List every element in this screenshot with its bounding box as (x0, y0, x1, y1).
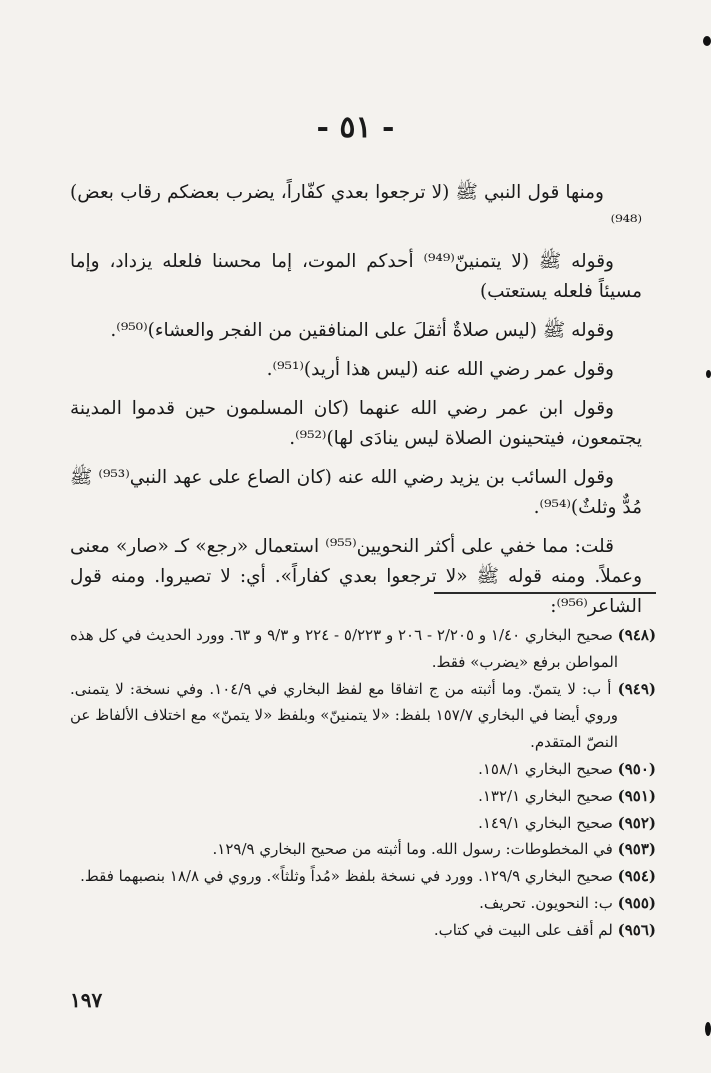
footnote-number: (٩٥١) (617, 786, 656, 805)
footnote-text: صحيح البخاري ١/٤٠ و ٢/٢٠٥ - ٢٠٦ و ٥/٢٢٣ - ٢٢٤ و ٩/٣ و ٦٣. وورد الحديث في كل هذه المواطن برفع «يضرب» فقط. (70, 626, 618, 671)
footnote-951 (70, 783, 656, 810)
footnote-text: صحيح البخاري ١٣٢/١. (478, 786, 613, 805)
footnote-text: لم أقف على البيت في كتاب. (433, 920, 613, 939)
page-section-marker: - ٥١ - (316, 110, 395, 145)
footnote-separator (434, 592, 656, 594)
scan-edge-mark-bottom (705, 1022, 711, 1036)
footnote-number: (٩٥٦) (617, 920, 656, 939)
footnote-956 (70, 917, 656, 944)
footnote-953 (70, 836, 656, 863)
footnote-number: (٩٥٤) (617, 867, 656, 886)
footnote-number: (٩٥٠) (617, 759, 656, 778)
footnote-number: (٩٤٩) (617, 679, 656, 698)
paragraph-5: وقول ابن عمر رضي الله عنهما (كان المسلمون حين قدموا المدينة يجتمعون، فيتحينون الصلاة ليس ينادَى لها)⁽⁹⁵²⁾. (70, 398, 642, 449)
footnote-948 (70, 622, 656, 676)
footnote-text: ب: النحويون. تحريف. (479, 893, 613, 912)
paragraph-1: ومنها قول النبي ﷺ (لا ترجعوا بعدي كفّاراً، يضرب بعضكم رقاب بعض)⁽⁹⁴⁸⁾ (70, 182, 642, 233)
footnote-text: صحيح البخاري ١٢٩/٩. وورد في نسخة بلفظ «مُداً وثلثاً». وروي في ١٨/٨ بنصبهما فقط. (80, 867, 613, 886)
footnote-950 (70, 756, 656, 783)
paragraph-7: قلت: مما خفي على أكثر النحويين⁽⁹⁵⁵⁾ استعمال «رجع» كـ «صار» معنى وعملاً. ومنه قوله ﷺ «لا ترجعوا بعدي كفاراً». أي: لا تصيروا. ومنه قول الشاعر⁽⁹⁵⁶⁾: (70, 536, 642, 617)
scan-edge-mark-top (703, 36, 711, 46)
footnote-number: (٩٤٨) (617, 626, 657, 644)
paragraph-4: وقول عمر رضي الله عنه (ليس هذا أريد)⁽⁹⁵¹⁾. (266, 359, 614, 380)
footnote-text: في المخطوطات: رسول الله. وما أثبته من صحيح البخاري ١٢٩/٩. (212, 840, 613, 859)
paragraph-3: وقوله ﷺ (ليس صلاةٌ أثقلَ على المنافقين من الفجر والعشاء)⁽⁹⁵⁰⁾. (110, 320, 614, 341)
footnote-text: صحيح البخاري ١٥٨/١. (478, 759, 613, 778)
footnote-949 (70, 676, 656, 756)
footnote-text: صحيح البخاري ١٤٩/١. (478, 813, 613, 832)
footnote-number: (٩٥٣) (617, 840, 656, 859)
footnote-954 (70, 863, 656, 890)
paragraph-2: وقوله ﷺ (لا يتمنينّ⁽⁹⁴⁹⁾ أحدكم الموت، إما محسنا فلعله يزداد، وإما مسيئاً فلعله يستعتب) (70, 251, 642, 302)
page-number: ١٩٧ (70, 988, 103, 1012)
footnote-952 (70, 810, 656, 837)
footnote-text: أ ب: لا يتمنّ. وما أثبته من ج اتفاقا مع لفظ البخاري في ١٠٤/٩. وفي نسخة: لا يتمنى. وروي أيضا في البخاري ١٥٧/٧ بلفظ: «لا يتمنينّ» وبلفظ «لا يتمنّ» مع اختلاف الألفاظ عن النصّ المتقدم. (70, 679, 618, 752)
footnotes (70, 622, 656, 944)
paragraph-6: وقول السائب بن يزيد رضي الله عنه (كان الصاع على عهد النبي⁽⁹⁵³⁾ ﷺ مُدٌّ وثلثٌ)⁽⁹⁵⁴⁾. (70, 467, 642, 518)
footnote-number: (٩٥٥) (617, 893, 656, 912)
main-text (70, 178, 642, 631)
footnote-number: (٩٥٢) (617, 813, 656, 832)
footnote-955 (70, 890, 656, 917)
scan-edge-mark-middle (706, 370, 711, 378)
